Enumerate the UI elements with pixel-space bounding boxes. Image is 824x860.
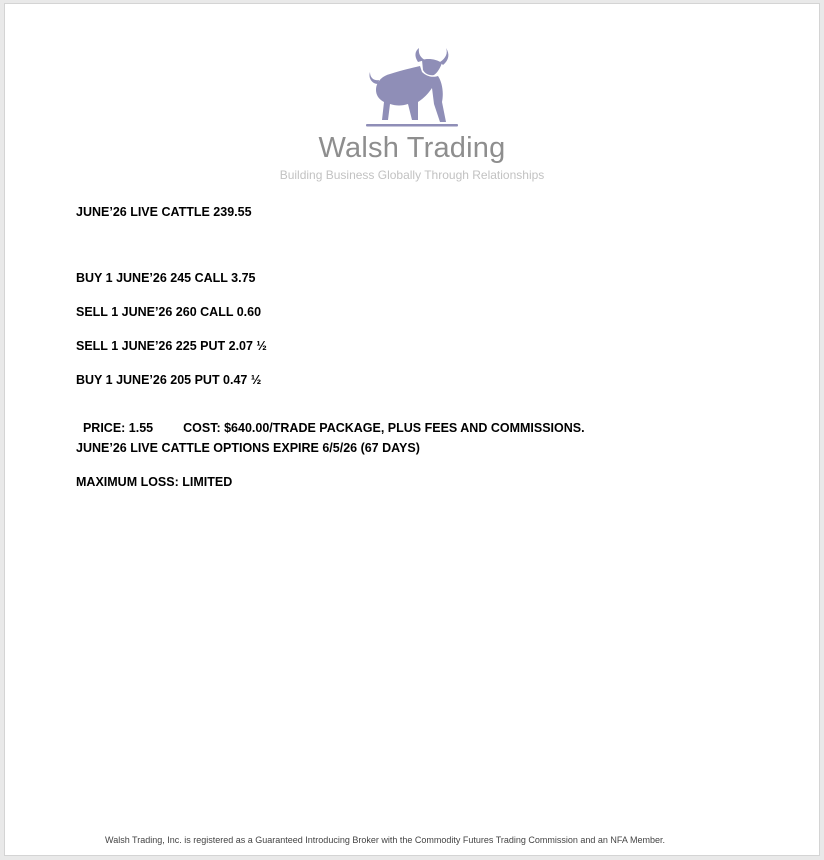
trade-leg-1: BUY 1 JUNE’26 245 CALL 3.75 bbox=[76, 271, 256, 285]
trade-leg-2: SELL 1 JUNE’26 260 CALL 0.60 bbox=[76, 305, 262, 319]
cost-text: COST: $640.00/TRADE PACKAGE, PLUS FEES AND COMMISSIONS. bbox=[183, 421, 585, 435]
price-text: PRICE: 1.55 bbox=[82, 421, 154, 435]
footer-disclaimer: Walsh Trading, Inc. is registered as a Guaranteed Introducing Broker with the Commodity Futures Trading Commission and an NFA Member. bbox=[105, 835, 665, 845]
max-loss-line: MAXIMUM LOSS: LIMITED bbox=[76, 475, 233, 489]
brand-tagline: Building Business Globally Through Relationships bbox=[279, 168, 545, 182]
expiry-line: JUNE’26 LIVE CATTLE OPTIONS EXPIRE 6/5/26 (67 DAYS) bbox=[76, 441, 420, 455]
brand-name: Walsh Trading bbox=[318, 132, 506, 164]
trade-leg-4: BUY 1 JUNE’26 205 PUT 0.47 ½ bbox=[76, 373, 262, 387]
price-line bbox=[76, 407, 585, 435]
bull-icon bbox=[362, 48, 462, 128]
trade-leg-3: SELL 1 JUNE’26 225 PUT 2.07 ½ bbox=[76, 339, 267, 353]
underlying-line: JUNE’26 LIVE CATTLE 239.55 bbox=[76, 205, 252, 219]
